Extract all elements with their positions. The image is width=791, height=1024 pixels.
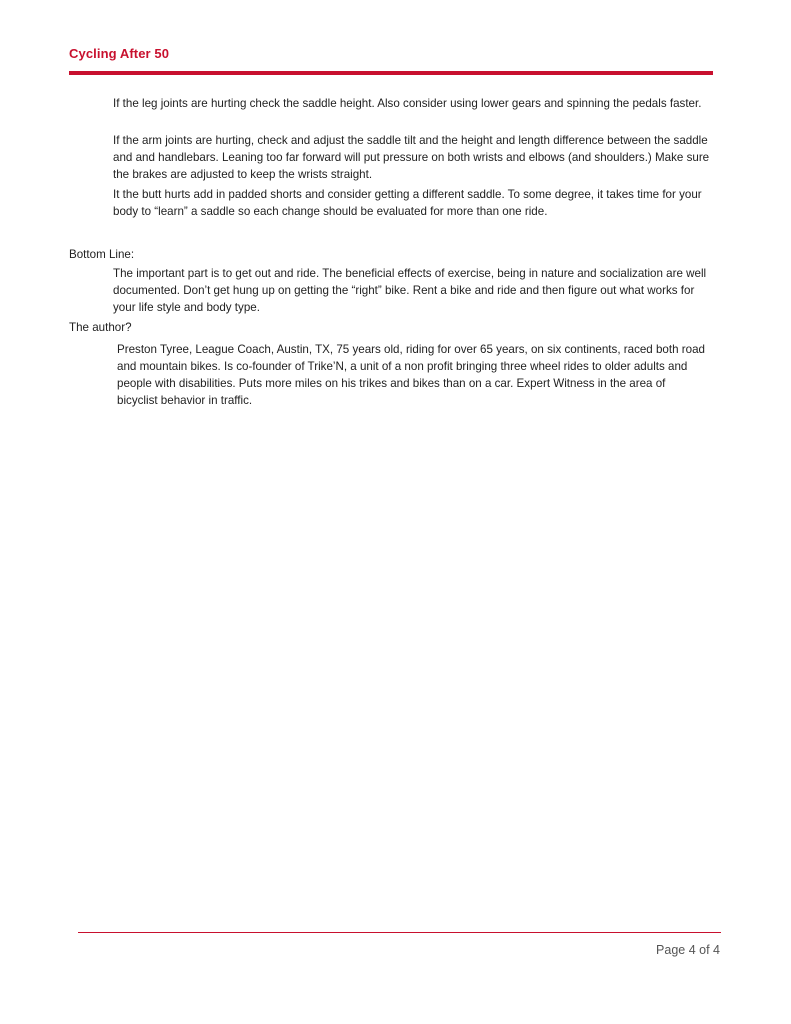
document-title: Cycling After 50 <box>69 46 170 61</box>
paragraph-arm-joints: If the arm joints are hurting, check and adjust the saddle tilt and the height and length difference between the saddle and and handlebars. Leaning too far forward will put pressure on both wrists and elbows (and shoulders.) Make sure the brakes are adjusted to keep the wrists straight. <box>113 134 710 181</box>
paragraph-author-bio: Preston Tyree, League Coach, Austin, TX, 75 years old, riding for over 65 years, on six continents, raced both road and mountain bikes. Is co-founder of Trike’N, a unit of a non profit bringing three wheel rides to older adults and people with disabilities. Puts more miles on his trikes and bikes than on a car. Expert Witness in the area of bicyclist behavior in traffic. <box>117 343 705 407</box>
page-number: Page 4 of 4 <box>656 943 720 957</box>
paragraph-leg-joints: If the leg joints are hurting check the saddle height. Also consider using lower gears and spinning the pedals faster. <box>113 97 702 110</box>
section-heading-bottom-line: Bottom Line: <box>69 248 135 261</box>
header-divider <box>69 71 713 75</box>
footer-divider <box>78 932 721 933</box>
section-heading-author: The author? <box>69 321 132 334</box>
paragraph-bottom-line: The important part is to get out and ride. The beneficial effects of exercise, being in nature and socialization are well documented. Don’t get hung up on getting the “right” bike. Rent a bike and ride and then figure out what works for your life style and body type. <box>113 267 707 314</box>
paragraph-butt: It the butt hurts add in padded shorts and consider getting a different saddle. To some degree, it takes time for your body to “learn” a saddle so each change should be evaluated for more than one ride. <box>113 188 702 218</box>
